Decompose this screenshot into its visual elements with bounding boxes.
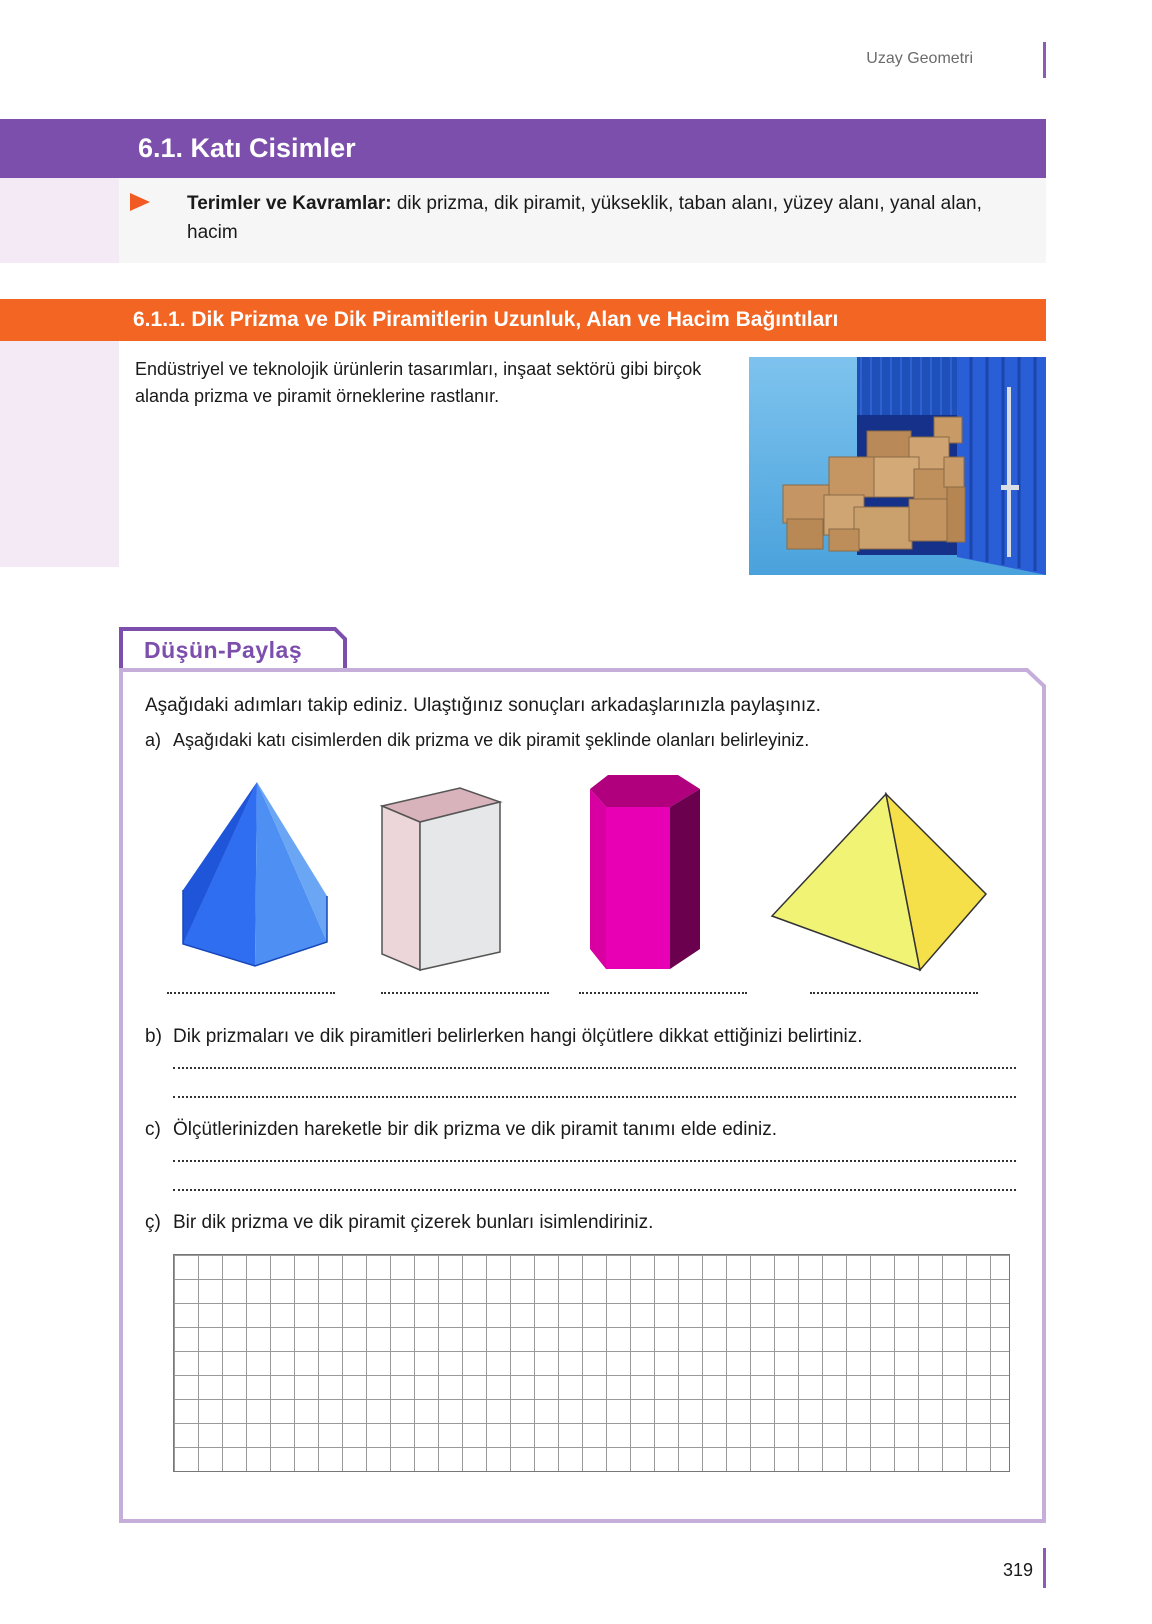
running-head: Uzay Geometri [866,50,973,67]
answer-blank[interactable] [810,992,978,994]
answer-line[interactable] [173,1067,1016,1069]
step-b-text: Dik prizmaları ve dik piramitleri belirlerken hangi ölçütlere dikkat ettiğinizi belirtiniz. [173,1026,863,1047]
step-cc-label: ç) [145,1212,161,1233]
step-c-text: Ölçütlerinizden hareketle bir dik prizma ve dik piramit tanımı elde ediniz. [173,1119,778,1140]
intro-margin [0,341,119,567]
step-a-text: Aşağıdaki katı cisimlerden dik prizma ve dik piramit şeklinde olanları belirleyiniz. [173,730,810,750]
square-pyramid [770,790,990,975]
terms-label: Terimler ve Kavramlar: [187,193,392,214]
answer-blank[interactable] [579,992,747,994]
subsection-title-band [0,299,1046,341]
arrow-icon [130,193,150,211]
footer-divider [1043,1548,1046,1588]
terms-margin [0,178,119,263]
container-photo [749,357,1046,575]
answer-blank[interactable] [381,992,549,994]
activity-title: Düşün-Paylaş [144,637,303,663]
terms-list: dik prizma, dik piramit, yükseklik, taban alanı, yüzey alanı, yanal alan, hacim [187,193,982,243]
terms-paragraph [187,189,1029,247]
answer-line[interactable] [173,1189,1016,1191]
answer-line[interactable] [173,1096,1016,1098]
page-number: 319 [1003,1560,1034,1580]
section-title: 6.1. Katı Cisimler [138,133,356,163]
answer-line[interactable] [173,1160,1016,1162]
step-b-label: b) [145,1026,162,1047]
step-cc-text: Bir dik prizma ve dik piramit çizerek bunları isimlendiriniz. [173,1212,654,1233]
step-c-label: c) [145,1119,161,1140]
header-divider [1043,42,1046,78]
section-title-band [0,119,1046,178]
intro-paragraph: Endüstriyel ve teknolojik ürünlerin tasarımları, inşaat sektörü gibi birçok alanda prizma ve piramit örneklerine rastlanır. [135,359,702,406]
activity-instruction: Aşağıdaki adımları takip ediniz. Ulaştığınız sonuçları arkadaşlarınızla paylaşınız. [145,695,821,716]
step-a-label: a) [145,730,162,750]
answer-blank[interactable] [167,992,335,994]
subsection-title: 6.1.1. Dik Prizma ve Dik Piramitlerin Uzunluk, Alan ve Hacim Bağıntıları [133,308,839,331]
hexagonal-prism [582,771,708,973]
hexagonal-pyramid [173,778,333,973]
rectangular-prism [378,784,504,974]
drawing-grid[interactable] [173,1254,1010,1472]
